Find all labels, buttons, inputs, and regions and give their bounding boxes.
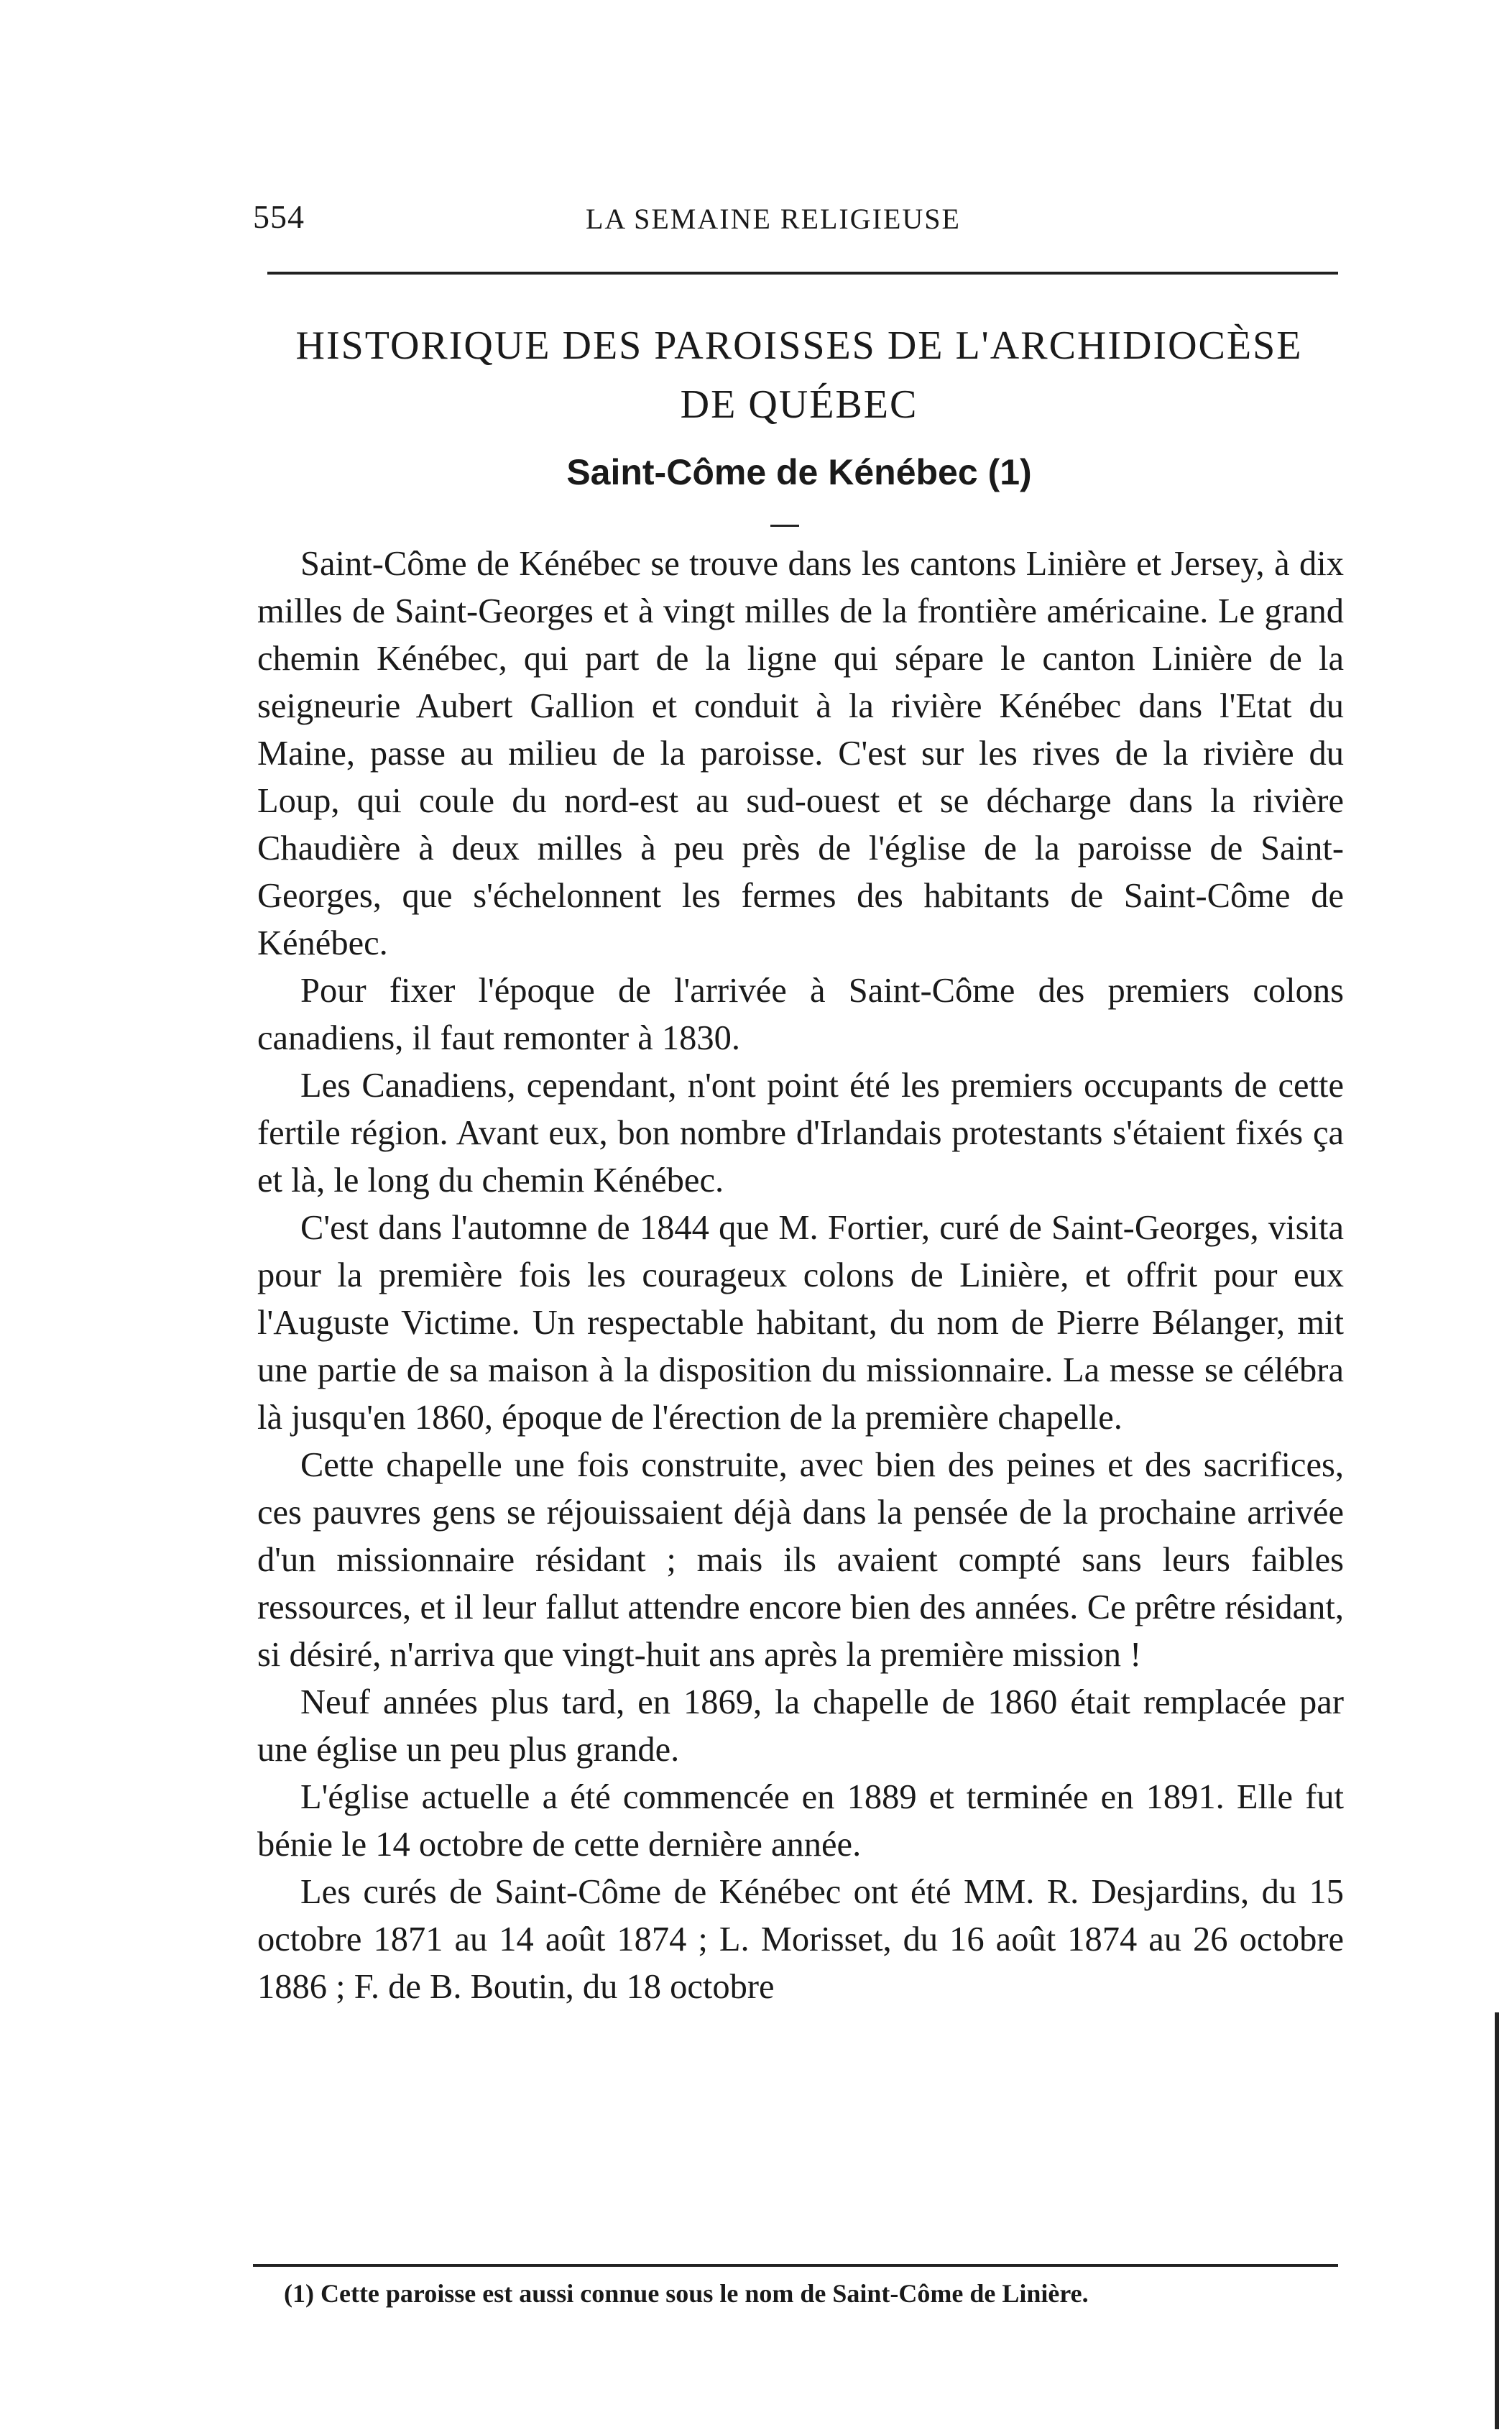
footnote: (1) Cette paroisse est aussi connue sous le nom de Saint-Côme de Linière. xyxy=(284,2279,1089,2308)
paragraph-2: Pour fixer l'époque de l'arrivée à Saint-Côme des premiers colons canadiens, il faut remonter à 1830. xyxy=(257,972,1344,1057)
section-divider xyxy=(770,525,799,527)
article-title xyxy=(253,316,1345,434)
paragraph-6: Neuf années plus tard, en 1869, la chapelle de 1860 était remplacée par une église un peu plus grande. xyxy=(257,1683,1344,1769)
article-title-line-1: HISTORIQUE DES PAROISSES DE L'ARCHIDIOCÈSE xyxy=(295,323,1303,368)
footnote-rule xyxy=(253,2264,1338,2267)
scan-edge-mark xyxy=(1495,2012,1499,2429)
page-number: 554 xyxy=(253,198,305,235)
paragraph-1: Saint-Côme de Kénébec se trouve dans les cantons Linière et Jersey, à dix milles de Saint-Georges et à vingt milles de la frontière américaine. Le grand chemin Kénébec, qui part de la ligne qui sépare le canton Linière de la seigneurie Aubert Gallion et conduit à la rivière Kénébec dans l'Etat du Maine, passe au milieu de la paroisse. C'est sur les rives de la rivière du Loup, qui coule du nord-est au sud-ouest et se décharge dans la rivière Chaudière à deux milles à peu près de l'église de la paroisse de Saint-Georges, que s'échelonnent les fermes des habitants de Saint-Côme de Kénébec. xyxy=(257,545,1344,962)
paragraph-5: Cette chapelle une fois construite, avec bien des peines et des sacrifices, ces pauvres gens se réjouissaient déjà dans la pensée de la prochaine arrivée d'un missionnaire résidant ; mais ils avaient compté sans leurs faibles ressources, et il leur fallut attendre encore bien des années. Ce prêtre résidant, si désiré, n'arriva que vingt-huit ans après la première mission ! xyxy=(257,1446,1344,1674)
header-rule xyxy=(267,272,1338,275)
paragraph-8: Les curés de Saint-Côme de Kénébec ont été MM. R. Desjardins, du 15 octobre 1871 au 14 août 1874 ; L. Morisset, du 16 août 1874 au 26 octobre 1886 ; F. de B. Boutin, du 18 octobre xyxy=(257,1873,1344,2006)
paragraph-7: L'église actuelle a été commencée en 1889 et terminée en 1891. Elle fut bénie le 14 octobre de cette dernière année. xyxy=(257,1778,1344,1864)
paragraph-4: C'est dans l'automne de 1844 que M. Fortier, curé de Saint-Georges, visita pour la première fois les courageux colons de Linière, et offrit pour eux l'Auguste Victime. Un respectable habitant, du nom de Pierre Bélanger, mit une partie de sa maison à la disposition du missionnaire. La messe se célébra là jusqu'en 1860, époque de l'érection de la première chapelle. xyxy=(257,1209,1344,1437)
article-title-line-2: DE QUÉBEC xyxy=(680,382,918,427)
paragraph-3: Les Canadiens, cependant, n'ont point été les premiers occupants de cette fertile région. Avant eux, bon nombre d'Irlandais protestants s'étaient fixés ça et là, le long du chemin Kénébec. xyxy=(257,1067,1344,1200)
running-head xyxy=(0,198,1512,255)
journal-title: LA SEMAINE RELIGIEUSE xyxy=(586,203,961,235)
article-body xyxy=(257,540,1344,2011)
article-subtitle: Saint-Côme de Kénébec (1) xyxy=(566,452,1032,492)
